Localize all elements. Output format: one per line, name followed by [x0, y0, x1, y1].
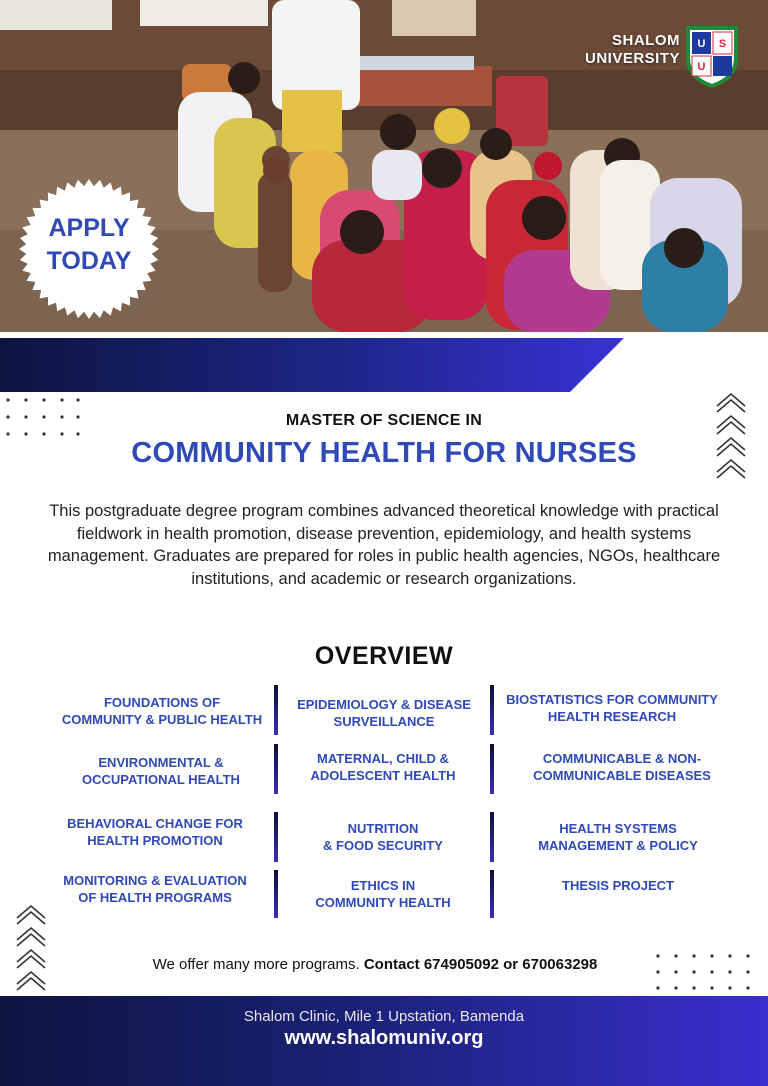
university-name-line2: UNIVERSITY [584, 50, 680, 67]
university-logo[interactable] [570, 22, 740, 92]
course-item: NUTRITION & FOOD SECURITY [323, 821, 443, 853]
column-separator [490, 744, 494, 794]
shield-letter-1: U [697, 38, 706, 50]
website-link[interactable]: www.shalomuniv.org [284, 1027, 484, 1049]
chevron-up-icon [14, 902, 48, 992]
footer-address: Shalom Clinic, Mile 1 Upstation, Bamenda [243, 1008, 525, 1025]
column-separator [274, 812, 278, 862]
column-separator [490, 812, 494, 862]
course-item: THESIS PROJECT [562, 878, 674, 893]
course-item: BEHAVIORAL CHANGE FOR HEALTH PROMOTION [67, 816, 243, 848]
apply-badge-line1: APPLY [48, 214, 130, 242]
program-title: COMMUNITY HEALTH FOR NURSES [131, 437, 637, 469]
shield-letter-3: U [697, 61, 706, 73]
shield-letter-2: S [718, 38, 727, 50]
column-separator [274, 870, 278, 918]
apply-today-badge[interactable] [18, 212, 160, 278]
shield-icon [684, 22, 740, 88]
contact-phone-numbers[interactable]: Contact 674905092 or 670063298 [363, 956, 598, 973]
course-item: HEALTH SYSTEMS MANAGEMENT & POLICY [538, 821, 698, 853]
program-subtitle: MASTER OF SCIENCE IN [285, 412, 483, 429]
university-name-line1: SHALOM [612, 32, 680, 49]
course-item: MONITORING & EVALUATION OF HEALTH PROGRAMS [63, 873, 247, 905]
course-item: ENVIRONMENTAL & OCCUPATIONAL HEALTH [82, 755, 240, 787]
overview-heading: OVERVIEW [314, 642, 454, 670]
apply-badge-line2: TODAY [46, 247, 132, 275]
column-separator [274, 744, 278, 794]
course-item: FOUNDATIONS OF COMMUNITY & PUBLIC HEALTH [61, 695, 263, 727]
course-item: BIOSTATISTICS FOR COMMUNITY HEALTH RESEARCH [506, 692, 718, 724]
contact-line [0, 956, 750, 973]
program-description: This postgraduate degree program combines advanced theoretical knowledge with practical fieldwork in health promotion, disease prevention, epidemiology, and health systems management. Graduates are prepared for roles in public health agencies, NGOs, healthcare institutions, and academic or research organizations. [47, 502, 721, 588]
course-item: ETHICS IN COMMUNITY HEALTH [315, 878, 451, 910]
column-separator [274, 685, 278, 735]
header-banner [0, 338, 768, 392]
university-name [570, 32, 680, 68]
course-item: MATERNAL, CHILD & ADOLESCENT HEALTH [310, 751, 456, 783]
course-item: COMMUNICABLE & NON- COMMUNICABLE DISEASES [533, 751, 711, 783]
column-separator [490, 870, 494, 918]
column-separator [490, 685, 494, 735]
course-item: EPIDEMIOLOGY & DISEASE SURVEILLANCE [297, 697, 471, 729]
contact-intro: We offer many more programs. [152, 956, 364, 973]
